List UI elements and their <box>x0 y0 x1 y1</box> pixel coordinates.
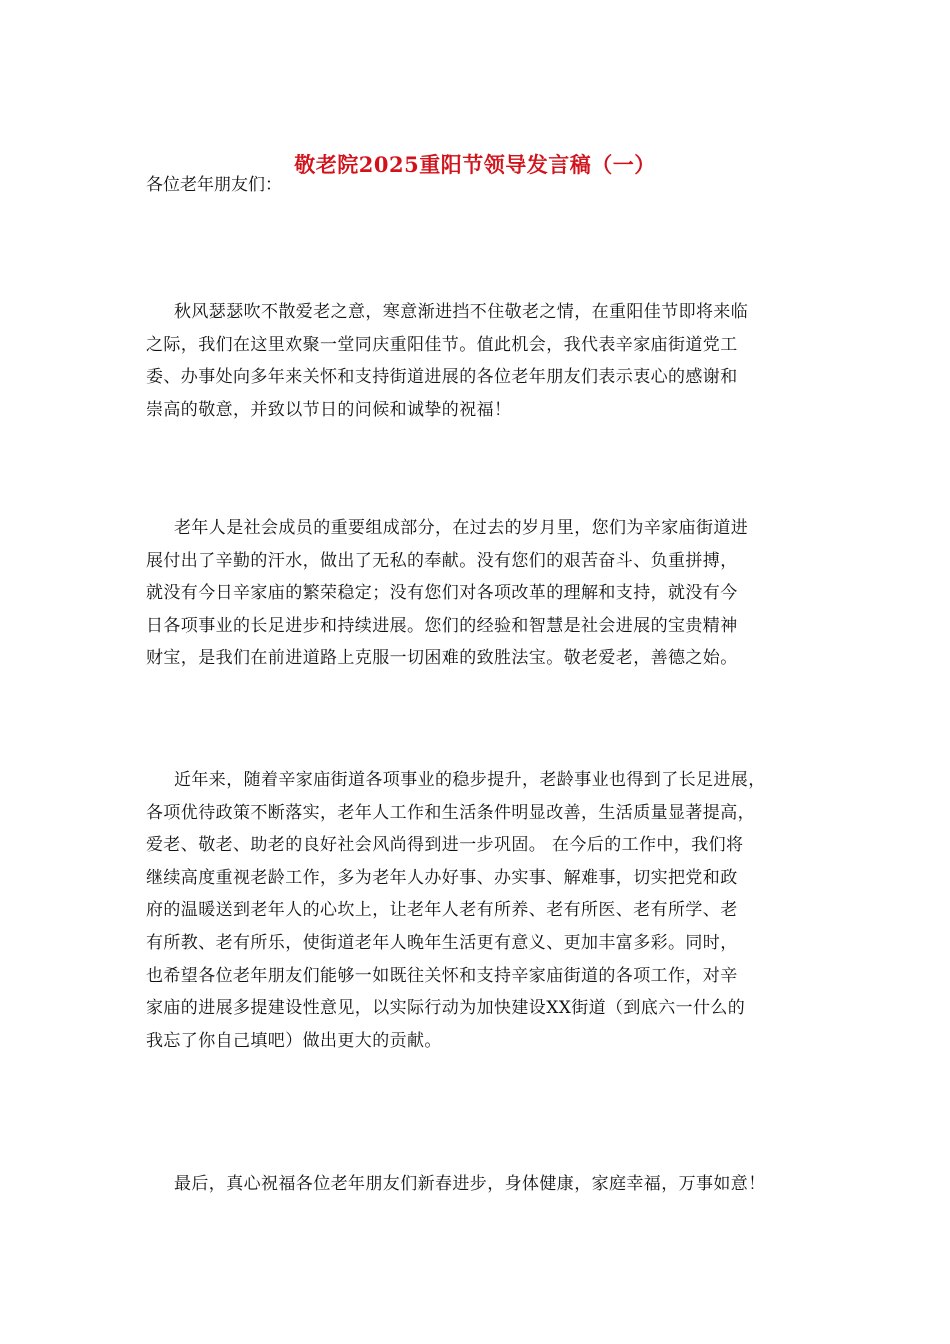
document-title: 敬老院2025重阳节领导发言稿（一） <box>294 152 656 177</box>
paragraph-line: 老年人是社会成员的重要组成部分，在过去的岁月里，您们为辛家庙街道进 <box>174 518 749 538</box>
paragraph-line: 就没有今日辛家庙的繁荣稳定；没有您们对各项改革的理解和支持，就没有今 <box>146 583 738 604</box>
paragraph-line: 近年来，随着辛家庙街道各项事业的稳步提升，老龄事业也得到了长足进展， <box>174 770 766 790</box>
paragraph-line: 我忘了你自己填吧）做出更大的贡献。 <box>146 1030 442 1051</box>
paragraph-greeting <box>146 296 818 426</box>
paragraph-line: 家庙的进展多提建设性意见，以实际行动为加快建设XX街道（到底六一什么的 <box>146 998 746 1019</box>
paragraph-line: 委、办事处向多年来关怀和支持街道进展的各位老年朋友们表示衷心的感谢和 <box>146 367 738 388</box>
paragraph-closing-wishes <box>146 1168 818 1201</box>
paragraph-line: 各项优待政策不断落实，老年人工作和生活条件明显改善，生活质量显著提高， <box>146 802 755 823</box>
paragraph-line: 财宝，是我们在前进道路上克服一切困难的致胜法宝。敬老爱老，善德之始。 <box>146 648 738 669</box>
paragraph-line: 秋风瑟瑟吹不散爱老之意，寒意渐进挡不住敬老之情，在重阳佳节即将来临 <box>174 302 749 322</box>
paragraph-line: 也希望各位老年朋友们能够一如既往关怀和支持辛家庙街道的各项工作，对辛 <box>146 965 738 986</box>
paragraph-line: 爱老、敬老、助老的良好社会风尚得到进一步巩固。 在今后的工作中，我们将 <box>146 835 744 856</box>
paragraph-progress <box>146 764 818 1057</box>
paragraph-line: 展付出了辛勤的汗水，做出了无私的奉献。没有您们的艰苦奋斗、负重拼搏， <box>146 550 738 571</box>
paragraph-line: 日各项事业的长足进步和持续进展。您们的经验和智慧是社会进展的宝贵精神 <box>146 615 738 636</box>
paragraph-line: 之际，我们在这里欢聚一堂同庆重阳佳节。值此机会，我代表辛家庙街道党工 <box>146 334 738 355</box>
paragraph-contribution <box>146 512 818 675</box>
paragraph-line: 府的温暖送到老年人的心坎上，让老年人老有所养、老有所医、老有所学、老 <box>146 900 738 921</box>
paragraph-line: 有所教、老有所乐，使街道老年人晚年生活更有意义、更加丰富多彩。同时， <box>146 932 738 953</box>
paragraph-line: 崇高的敬意，并致以节日的问候和诚挚的祝福！ <box>146 399 512 420</box>
paragraph-line: 继续高度重视老龄工作，多为老年人办好事、办实事、解难事，切实把党和政 <box>146 867 738 888</box>
paragraph-line: 最后，真心祝福各位老年朋友们新春进步，身体健康，家庭幸福，万事如意！ <box>174 1174 766 1194</box>
salutation: 各位老年朋友们： <box>146 175 282 195</box>
